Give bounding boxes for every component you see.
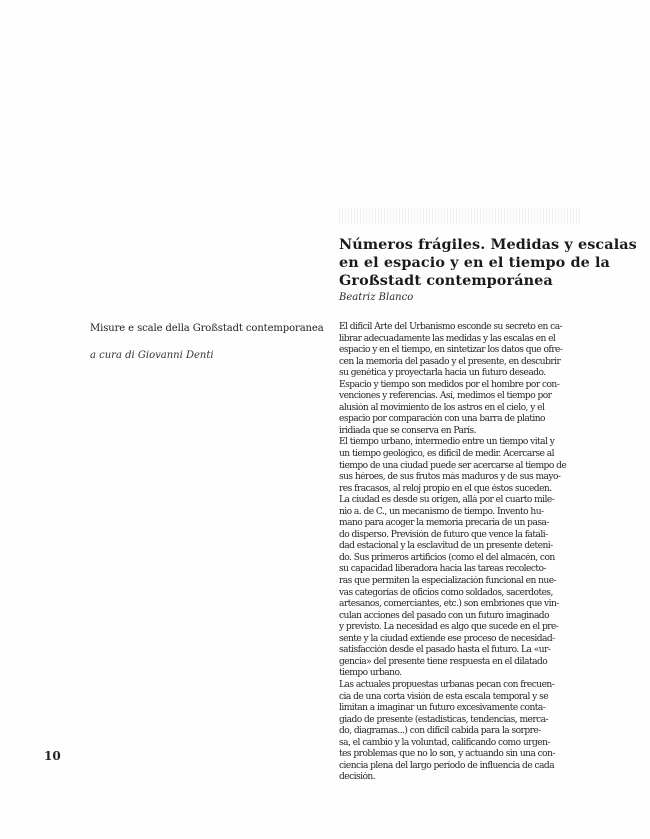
body-line: El tiempo urbano, intermedio entre un tiempo vital y (339, 437, 555, 448)
body-line: venciones y referencias. Así, medimos el tiempo por (339, 391, 552, 402)
scan-noise-band (339, 208, 582, 224)
body-line: mano para acoger la memoria precaria de un pasa- (339, 518, 549, 529)
article-title-line-2: en el espacio y en el tiempo de la (339, 254, 610, 271)
italian-summary-title: Misure e scale della Großstadt contemporanea (90, 323, 324, 334)
body-line: dad estacional y la esclavitud de un presente deteni- (339, 541, 553, 552)
body-line: nio a. de C., un mecanismo de tiempo. Invento hu- (339, 506, 544, 517)
body-line: y previsto. La necesidad es algo que sucede en el pre- (339, 622, 559, 633)
body-line: su capacidad liberadora hacia las tareas recolecto- (339, 564, 546, 575)
body-line: do. Sus primeros artificios (como el del almacén, con (339, 552, 555, 563)
body-line: giado de presente (estadísticas, tendencias, merca- (339, 714, 549, 725)
body-line: vas categorías de oficios como soldados, sacerdotes, (339, 587, 553, 598)
body-line: espacio y en el tiempo, en sintetizar los datos que ofre- (339, 345, 563, 356)
body-line: culan acciones del pasado con un futuro imaginado (339, 610, 550, 621)
body-line: sus héroes, de sus frutos más maduros y de sus mayo- (339, 472, 561, 483)
body-line: su genética y proyectarla hacia un futuro deseado. (339, 368, 546, 379)
body-line: ciencia plena del largo período de influencia de cada (339, 760, 555, 771)
body-line: do disperso. Previsión de futuro que vence la fatali- (339, 529, 548, 540)
article-title-line-3: Großstadt contemporánea (339, 272, 553, 289)
body-line: cen la memoria del pasado y el presente, en descubrir (339, 356, 561, 367)
body-line: decisión. (339, 772, 376, 783)
body-line: tiempo de una ciudad puede ser acercarse al tiempo de (339, 460, 567, 471)
body-line: ras que permiten la especialización funcional en nue- (339, 576, 557, 587)
body-line: iridiada que se conserva en París. (339, 425, 476, 436)
body-line: Espacio y tiempo son medidos por el hombre por con- (339, 379, 560, 390)
page-number: 10 (44, 749, 61, 763)
body-line: La ciudad es desde su origen, allá por el cuarto mile- (339, 495, 555, 506)
body-line: Las actuales propuestas urbanas pecan con frecuen- (339, 679, 555, 690)
article-title (339, 236, 637, 290)
body-line: limitan a imaginar un futuro excesivamente conta- (339, 703, 546, 714)
article-body (339, 322, 589, 784)
body-line: sente y la ciudad extiende ese proceso de necesidad- (339, 633, 555, 644)
body-line: sa, el cambio y la voluntad, calificando como urgen- (339, 737, 550, 748)
article-title-line-1: Números frágiles. Medidas y escalas (339, 236, 637, 253)
body-line: El difícil Arte del Urbanismo esconde su secreto en ca- (339, 322, 563, 332)
body-line: cia de una corta visión de esta escala temporal y se (339, 691, 549, 702)
body-line: tiempo urbano. (339, 668, 402, 679)
article-author: Beatriz Blanco (339, 292, 414, 303)
body-line: librar adecuadamente las medidas y las escalas en el (339, 333, 556, 344)
body-line: res fracasos, al reloj propio en el que éstos suceden. (339, 483, 552, 494)
body-line: un tiempo geológico, es difícil de medir. Acercarse al (339, 449, 555, 460)
body-line: satisfacción desde el pasado hasta el futuro. La «ur- (339, 645, 551, 656)
body-line: alusión al movimiento de los astros en el cielo, y el (339, 402, 545, 413)
body-line: artesanos, comerciantes, etc.) son embriones que vin- (339, 599, 559, 610)
body-line: tes problemas que no lo son, y actuando sin una con- (339, 749, 555, 760)
italian-summary-editor: a cura di Giovanni Denti (90, 350, 214, 361)
body-line: do, diagramas...) con difícil cabida para la sorpre- (339, 726, 541, 737)
body-line: espacio por comparación con una barra de platino (339, 414, 545, 425)
body-line: gencia» del presente tiene respuesta en el dilatado (339, 656, 548, 667)
